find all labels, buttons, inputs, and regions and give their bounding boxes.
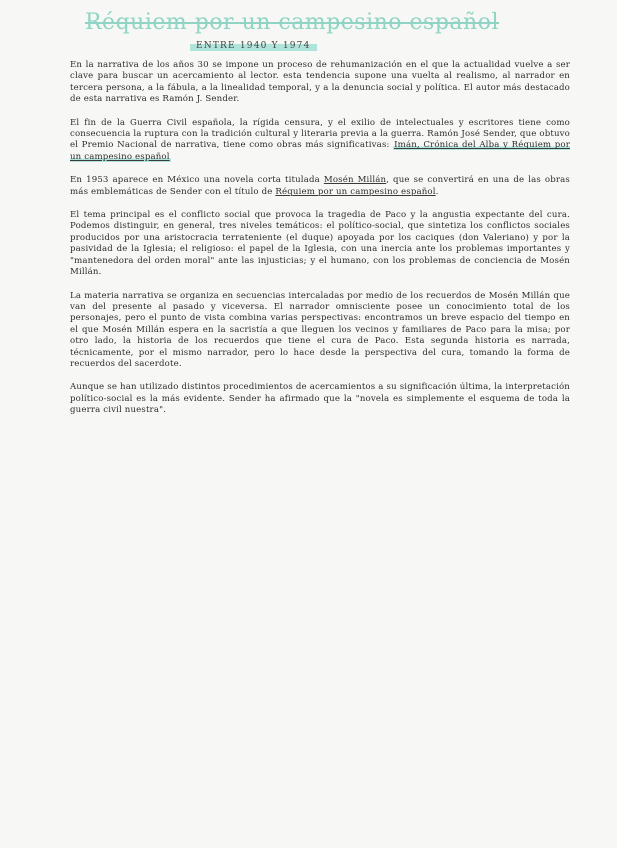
book-title-mosen-millan: Mosén Millán xyxy=(323,175,387,186)
paragraph-intro: En la narrativa de los años 30 se impone un proceso de rehumanización en el que la actualidad vuelve a ser clave para buscar un acercamiento al lector. esta tendencia supone una vuelta al realismo, al narrador en tercera persona, a la fábula, a la linealidad temporal, y a la denuncia social y política. El autor más destacado de esta narrativa es Ramón J. Sender. xyxy=(70,60,570,105)
paragraph-theme: El tema principal es el conflicto social que provoca la tragedia de Paco y la angustia expectante del cura. Podemos distinguir, en general, tres niveles temáticos: el político-social, que sintetiza los conflictos sociales producidos por una aristocracia terrateniente (el duque) apoyada por los caciques (don Valeriano) y por la pasividad de la Iglesia; el religioso: el papel de la Iglesia, con una inercia ante los problemas importantes y "mantenedora del orden moral" ante las injusticias; y el humano, con los problemas de conciencia de Mosén Millán. xyxy=(70,210,570,278)
publication-text-mid: , que se convertirá en una de las obras más emblemáticas de Sender con el título de xyxy=(70,175,570,197)
page-subtitle: ENTRE 1940 Y 1974 xyxy=(190,40,317,52)
book-title-requiem: Réquiem por un campesino español xyxy=(275,186,436,197)
page-title: Réquiem por un campesino español xyxy=(84,10,499,35)
paragraph-interpretation: Aunque se han utilizado distintos procedimientos de acercamientos a su significación última, la interpretación político-social es la más evidente. Sender ha afirmado que la "novela es simplemente el esquema de toda la guerra civil nuestra". xyxy=(70,382,570,416)
paragraph-postwar xyxy=(70,118,570,164)
paragraph-structure: La materia narrativa se organiza en secuencias intercaladas por medio de los recuerdos de Mosén Millán que van del presente al pasado y viceversa. El narrador omnisciente posee un conocimiento total de los personajes, pero el punto de vista combina varias perspectivas: encontramos un breve espacio del tiempo en el que Mosén Millán espera en la sacristía a que lleguen los vecinos y familiares de Paco para la misa; por otro lado, la historia de los recuerdos que tiene el cura de Paco. Esta segunda historia es narrada, técnicamente, por el mismo narrador, pero lo hace desde la perspectiva del cura, tomando la forma de recuerdos del sacerdote. xyxy=(70,290,570,369)
highlighted-works: Imán, Crónica del Alba y Réquiem por un campesino español xyxy=(70,140,570,162)
paragraph-publication xyxy=(70,175,570,198)
publication-text-post: . xyxy=(435,186,439,197)
publication-text-pre: En 1953 aparece en México una novela corta titulada xyxy=(70,175,324,186)
document-body xyxy=(70,60,570,429)
paragraph-postwar-text: El fin de la Guerra Civil española, la rígida censura, y el exilio de intelectuales y escritores tiene como consecuencia la ruptura con la tradición cultural y literaria previa a la guerra. Ramón José Sender, que obtuvo el Premio Nacional de narrativa, tiene como obras más significativas: xyxy=(70,117,570,151)
